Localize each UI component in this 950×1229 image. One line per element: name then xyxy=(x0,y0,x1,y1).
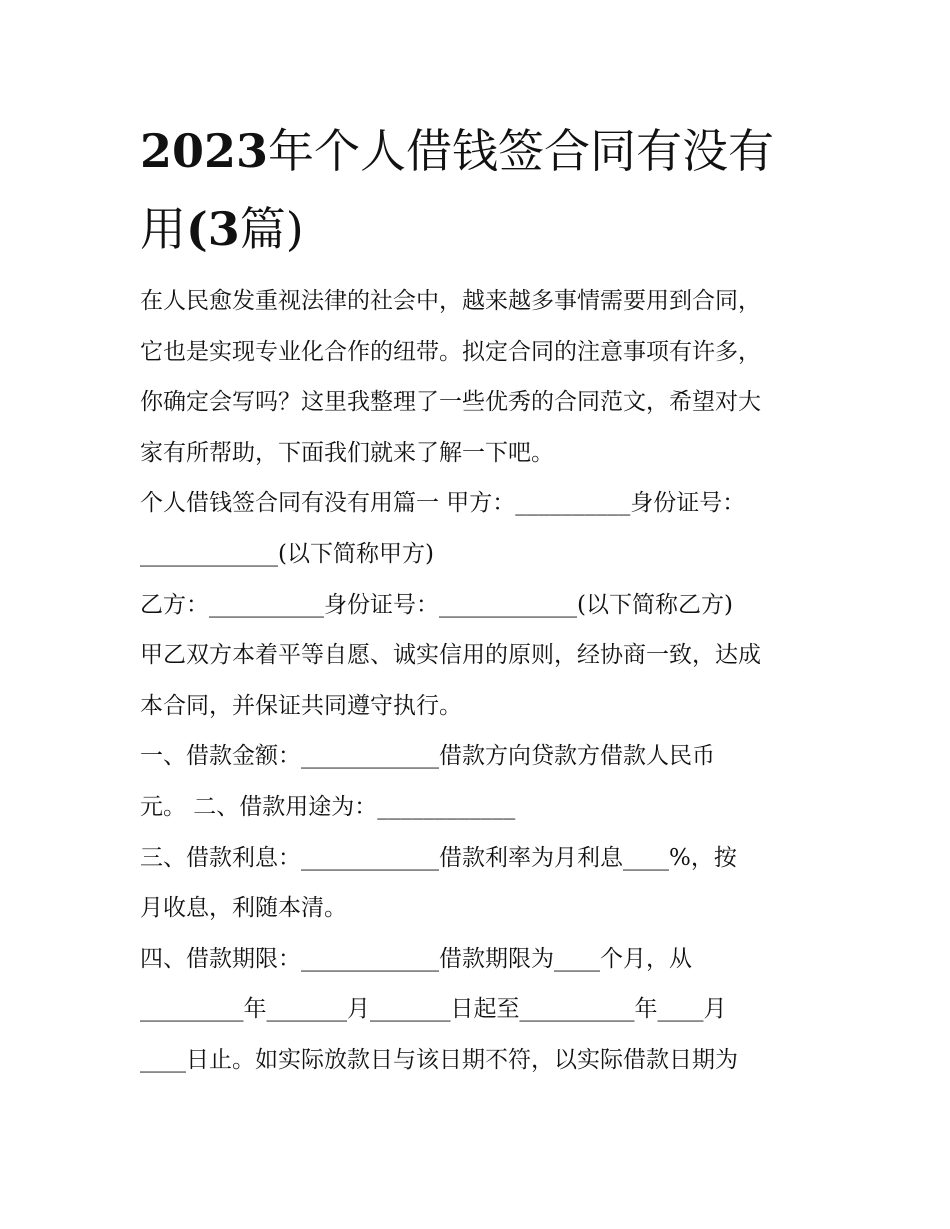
title-count: (3 xyxy=(186,202,240,256)
paragraph-line: 月收息，利随本清。 xyxy=(140,895,347,922)
paragraph-line: 家有所帮助，下面我们就来了解一下吧。 xyxy=(140,439,554,466)
paragraph-line: 你确定会写吗？这里我整理了一些优秀的合同范文，希望对大 xyxy=(140,389,761,416)
title-text-cont: 用 xyxy=(140,202,186,256)
paragraph-line: 它也是实现专业化合作的纽带。拟定合同的注意事项有许多， xyxy=(140,338,761,365)
paragraph-line: 乙方：__________身份证号：____________(以下简称乙方) xyxy=(140,591,733,618)
paragraph-line: 在人民愈发重视法律的社会中，越来越多事情需要用到合同， xyxy=(140,288,761,314)
paragraph-line: 本合同，并保证共同遵守执行。 xyxy=(140,692,462,719)
paragraph-line: ____日止。如实际放款日与该日期不符，以实际借款日期为 xyxy=(140,1046,738,1073)
title-text: 年个人借钱签合同有没有 xyxy=(268,124,775,178)
paragraph-line: ____________(以下简称甲方) xyxy=(140,540,434,567)
paragraph-line: _________年_______月_______日起至__________年____月 xyxy=(140,996,727,1023)
paragraph-line: 个人借钱签合同有没有用篇一 甲方：__________身份证号： xyxy=(140,490,746,517)
title-suffix: 篇) xyxy=(239,202,304,256)
paragraph-line: 甲乙双方本着平等自愿、诚实信用的原则，经协商一致，达成 xyxy=(140,642,761,669)
document-title xyxy=(140,112,830,268)
paragraph-line: 四、借款期限：____________借款期限为____个月，从 xyxy=(140,945,692,972)
paragraph-line: 一、借款金额：____________借款方向贷款方借款人民币 xyxy=(140,743,715,770)
paragraph-line: 元。 二、借款用途为：____________ xyxy=(140,793,516,820)
document-body xyxy=(140,276,830,1086)
title-year: 2023 xyxy=(140,124,269,178)
paragraph-line: 三、借款利息：____________借款利率为月利息____%，按 xyxy=(140,844,737,871)
